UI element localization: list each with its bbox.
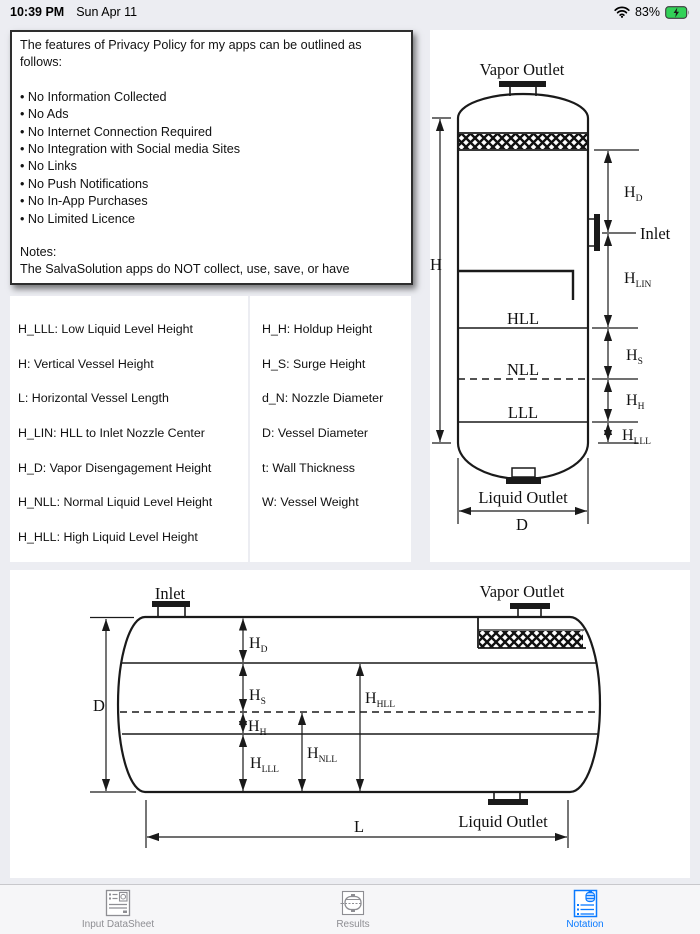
legend-item: H_NLL: Normal Liquid Level Height xyxy=(18,495,213,510)
lll-label: LLL xyxy=(507,403,539,422)
privacy-bullet: • No Push Notifications xyxy=(20,176,149,191)
hhll-dim-label: $H_{HLL}$ xyxy=(365,690,396,710)
tab-bar xyxy=(0,884,700,934)
hs-dim-label: $H_S$ xyxy=(626,347,643,367)
hs-dim-label: $H_S$ xyxy=(249,687,266,707)
hd-dim-label: $H_D$ xyxy=(249,635,268,655)
tab-results[interactable] xyxy=(293,889,413,933)
legend-item: H_LLL: Low Liquid Level Height xyxy=(18,322,193,337)
privacy-bullet: • No Integration with Social media Sites xyxy=(20,142,241,157)
tab-label-input-datasheet: Input DataSheet xyxy=(81,919,155,930)
hlll-dim-label: $H_{LLL}$ xyxy=(250,755,279,775)
hlin-dim-label: $H_{LIN}$ xyxy=(624,270,652,290)
vertical-vessel-diagram xyxy=(430,30,690,562)
results-icon xyxy=(338,889,368,918)
vapor-outlet-label: Vapor Outlet xyxy=(479,582,565,601)
horizontal-vessel-diagram xyxy=(10,570,690,878)
h-dim-label: H xyxy=(430,255,442,274)
hll-label: HLL xyxy=(506,309,540,328)
privacy-bullet: • No Ads xyxy=(20,107,69,122)
battery-charging-icon xyxy=(665,6,690,19)
legend-item: H_LIN: HLL to Inlet Nozzle Center xyxy=(18,426,205,441)
legend-panel-right xyxy=(250,296,411,562)
legend-item: H: Vertical Vessel Height xyxy=(18,356,154,371)
legend-item: t: Wall Thickness xyxy=(262,460,355,475)
notation-icon xyxy=(570,889,600,918)
privacy-notes-text: The SalvaSolution apps do NOT collect, use, save, or have xyxy=(20,262,350,277)
legend-item: D: Vessel Diameter xyxy=(262,426,369,441)
inlet-label: Inlet xyxy=(154,584,186,603)
status-date: Sun Apr 11 xyxy=(76,5,138,19)
tab-label-results: Results xyxy=(336,919,370,930)
legend-item: L: Horizontal Vessel Length xyxy=(18,391,169,406)
status-time: 10:39 PM xyxy=(10,5,65,19)
hh-dim-label: $H_H$ xyxy=(248,718,267,738)
privacy-bullet: • No Information Collected xyxy=(20,89,167,104)
horizontal-vessel-panel xyxy=(10,570,690,878)
status-bar xyxy=(0,0,700,24)
privacy-policy-panel xyxy=(10,30,413,285)
privacy-bullet-list xyxy=(20,89,403,228)
privacy-bullet: • No Limited Licence xyxy=(20,211,136,226)
legend-item: H_S: Surge Height xyxy=(262,356,366,371)
legend-panel-left xyxy=(10,296,248,562)
tab-input-datasheet[interactable] xyxy=(58,889,178,933)
legend-item: H_H: Holdup Height xyxy=(262,322,373,337)
d-dim-label: D xyxy=(93,696,105,715)
privacy-notes-label: Notes: xyxy=(20,245,57,260)
privacy-bullet: • No Links xyxy=(20,159,77,174)
hd-dim-label: $H_D$ xyxy=(624,184,643,204)
hnll-dim-label: $H_{NLL}$ xyxy=(307,745,338,765)
inlet-label: Inlet xyxy=(640,224,671,243)
liquid-outlet-label: Liquid Outlet xyxy=(458,812,548,831)
wifi-icon xyxy=(614,6,630,18)
liquid-outlet-label: Liquid Outlet xyxy=(478,488,568,507)
d-dim-label: D xyxy=(516,515,528,534)
tab-notation[interactable] xyxy=(525,889,645,933)
hlll-dim-label: $H_{LLL}$ xyxy=(622,427,651,447)
legend-item: W: Vessel Weight xyxy=(262,495,359,510)
hh-dim-label: $H_H$ xyxy=(626,392,645,412)
privacy-bullet: • No In-App Purchases xyxy=(20,194,148,209)
l-dim-label: L xyxy=(353,817,365,836)
legend-item: d_N: Nozzle Diameter xyxy=(262,391,384,406)
tab-label-notation: Notation xyxy=(566,919,604,930)
privacy-intro: The features of Privacy Policy for my apps can be outlined as follows: xyxy=(20,38,362,70)
nll-label: NLL xyxy=(506,360,540,379)
battery-percent: 83% xyxy=(634,5,660,19)
privacy-bullet: • No Internet Connection Required xyxy=(20,124,213,139)
legend-item: H_HLL: High Liquid Level Height xyxy=(18,529,198,544)
legend-item: H_D: Vapor Disengagement Height xyxy=(18,460,212,475)
vapor-outlet-label: Vapor Outlet xyxy=(479,60,565,79)
vertical-vessel-panel xyxy=(430,30,690,562)
input-datasheet-icon xyxy=(103,889,133,918)
